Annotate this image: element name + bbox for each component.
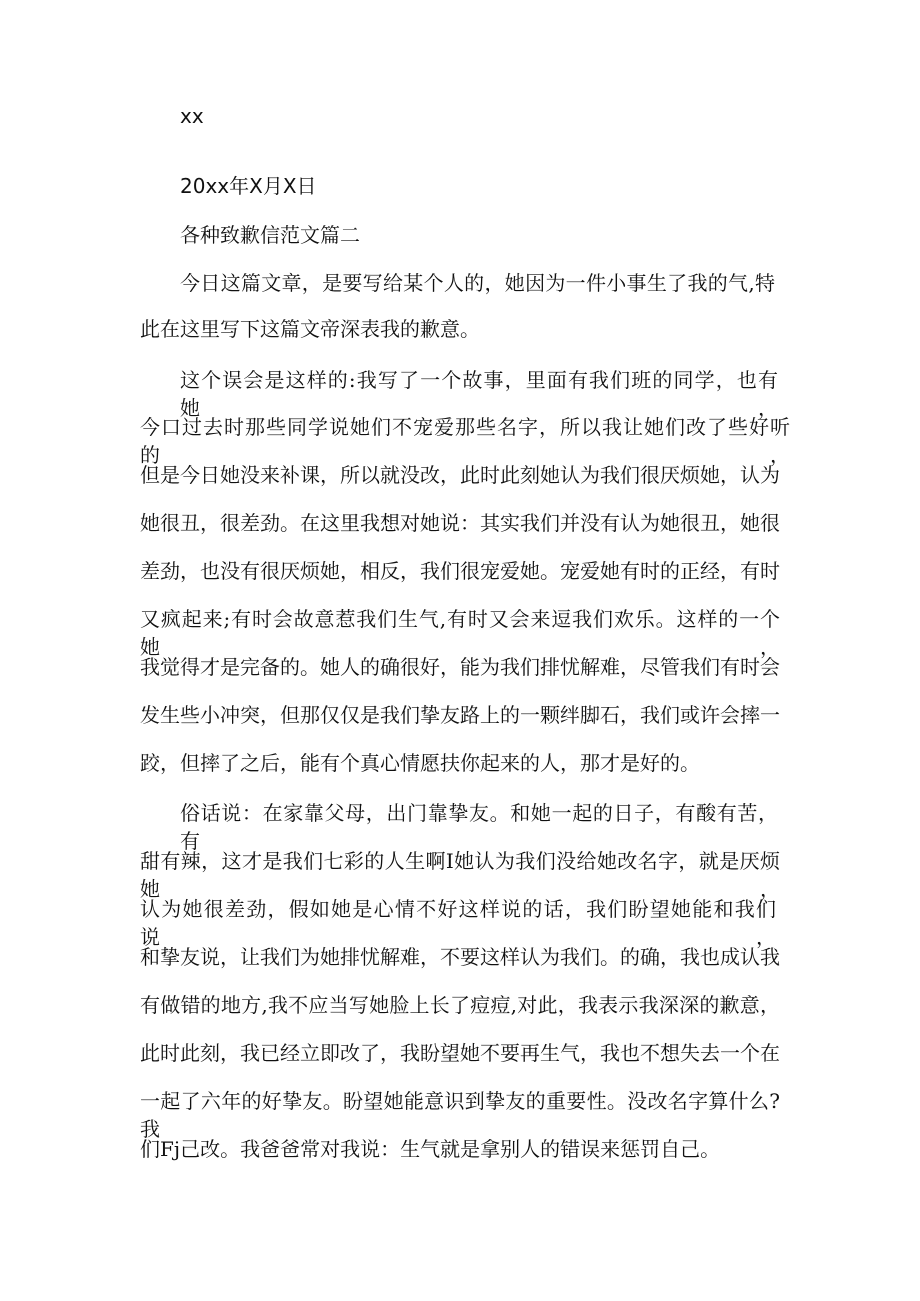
article-title: 各种致歉信范文篇二 [180,223,360,247]
paragraph-2-line-8: 发生些小冲突，但那仅仅是我们挚友路上的一颗绊脚石，我们或许会摔一 [140,703,780,727]
paragraph-3-line-5: 有做错的地方,我不应当写她脸上长了痘痘,对此，我表示我深深的歉意， [140,993,780,1017]
paragraph-1-line-2: 此在这里写下这篇文帝深表我的歉意。 [140,317,480,341]
paragraph-3-line-6: 此时此刻，我已经立即改了，我盼望她不要再生气，我也不想失去一个在 [140,1041,780,1065]
signature: xx [180,104,204,128]
date: 20xx年X月X日 [180,174,317,198]
paragraph-3-line-3: 认为她很差劲，假如她是心情不好这样说的话，我们盼望她能和我们说， [140,897,776,949]
paragraph-3-line-1: 俗话说：在家靠父母，出门靠挚友。和她一起的日子，有酸有苦，有 [180,801,778,853]
paragraph-2-line-4: 她很丑，很差劲。在这里我想对她说：其实我们并没有认为她很丑，她很 [140,511,780,535]
paragraph-2-line-1: 这个误会是这样的:我写了一个故事，里面有我们班的同学，也有她， [180,368,778,420]
paragraph-2-line-6: 又疯起来;有时会故意惹我们生气,有时又会来逗我们欢乐。这样的一个她， [140,607,780,659]
paragraph-3-line-8: 们Fj己改。我爸爸常对我说：生气就是拿别人的错误来惩罚自己。 [140,1137,721,1161]
paragraph-2-line-2: 今口过去时那些同学说她们不宠爱那些名字，所以我让她们改了些好听的， [140,415,790,467]
paragraph-2-line-7: 我觉得才是完备的。她人的确很好，能为我们排忧解难，尽管我们有时会 [140,655,780,679]
paragraph-2-line-5: 差劲，也没有很厌烦她，相反，我们很宠爱她。宠爱她有时的正经，有时 [140,559,780,583]
paragraph-2-line-9: 跤，但摔了之后，能有个真心情愿扶你起来的人，那才是好的。 [140,751,700,775]
paragraph-2-line-3: 但是今日她没来补课，所以就没改，此时此刻她认为我们很厌烦她，认为 [140,463,780,487]
paragraph-1-line-1: 今日这篇文章，是要写给某个人的，她因为一件小事生了我的气,特 [180,271,775,295]
paragraph-3-line-2: 甜有辣，这才是我们七彩的人生啊I她认为我们没给她改名字，就是厌烦她， [140,849,780,901]
paragraph-3-line-4: 和挚友说，让我们为她排忧解难，不要这样认为我们。的确，我也成认我 [140,945,780,969]
paragraph-3-line-7: 一起了六年的好挚友。盼望她能意识到挚友的重要性。没改名字算什么?我 [140,1089,780,1141]
